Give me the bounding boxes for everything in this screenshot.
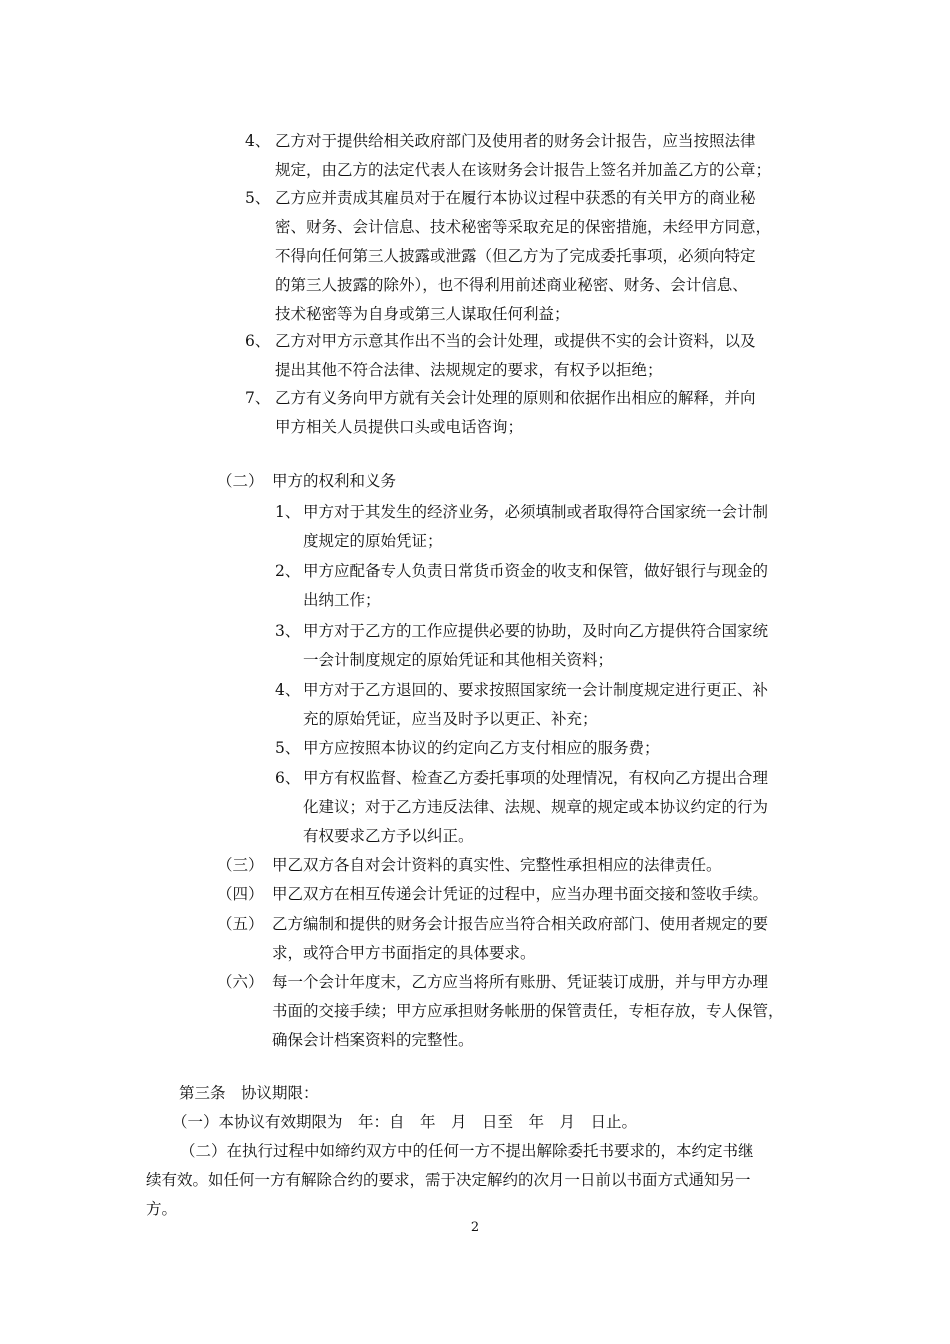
- article-clause: （一）本协议有效期限为 年：自 年 月 日至 年 月 日止。: [172, 1113, 638, 1131]
- list-item-text: 一会计制度规定的原始凭证和其他相关资料；: [303, 651, 614, 669]
- list-item-number: 3、: [275, 622, 301, 640]
- article-clause: （二）在执行过程中如缔约双方中的任何一方不提出解除委托书要求的，本约定书继: [180, 1142, 754, 1160]
- section-text: 确保会计档案资料的完整性。: [272, 1031, 474, 1049]
- list-item-text: 乙方有义务向甲方就有关会计处理的原则和依据作出相应的解释，并向: [275, 389, 756, 407]
- list-item-text: 规定，由乙方的法定代表人在该财务会计报告上签名并加盖乙方的公章；: [275, 161, 772, 179]
- section-number: （五）: [217, 915, 264, 933]
- list-item-text: 乙方对甲方示意其作出不当的会计处理，或提供不实的会计资料，以及: [275, 332, 756, 350]
- section-text: 甲乙双方各自对会计资料的真实性、完整性承担相应的法律责任。: [272, 856, 722, 874]
- list-item-number: 4、: [275, 681, 301, 699]
- list-item-text: 有权要求乙方予以纠正。: [303, 827, 474, 845]
- list-item-text: 化建议；对于乙方违反法律、法规、规章的规定或本协议约定的行为: [303, 798, 769, 816]
- section-text: 甲乙双方在相互传递会计凭证的过程中，应当办理书面交接和签收手续。: [272, 885, 769, 903]
- section-title: 甲方的权利和义务: [272, 472, 397, 490]
- list-item-text: 乙方应并责成其雇员对于在履行本协议过程中获悉的有关甲方的商业秘: [275, 189, 756, 207]
- list-item-text: 度规定的原始凭证；: [303, 532, 443, 550]
- section-number: （六）: [217, 973, 264, 991]
- list-item-text: 技术秘密等为自身或第三人谋取任何利益；: [275, 305, 570, 323]
- article-title: 第三条 协议期限：: [179, 1084, 319, 1102]
- list-item-number: 5、: [275, 739, 301, 757]
- article-clause: 方。: [146, 1200, 178, 1218]
- section-number: （二）: [217, 472, 264, 490]
- list-item-number: 7、: [245, 389, 271, 407]
- section-text: 书面的交接手续；甲方应承担财务帐册的保管责任，专柜存放，专人保管，: [272, 1002, 784, 1020]
- section-text: 乙方编制和提供的财务会计报告应当符合相关政府部门、使用者规定的要: [272, 915, 769, 933]
- list-item-text: 甲方对于乙方的工作应提供必要的协助，及时向乙方提供符合国家统: [303, 622, 769, 640]
- list-item-text: 密、财务、会计信息、技术秘密等采取充足的保密措施，未经甲方同意，: [275, 218, 772, 236]
- list-item-text: 甲方应按照本协议的约定向乙方支付相应的服务费；: [303, 739, 660, 757]
- list-item-text: 充的原始凭证，应当及时予以更正、补充；: [303, 710, 598, 728]
- list-item-text: 甲方有权监督、检查乙方委托事项的处理情况，有权向乙方提出合理: [303, 769, 769, 787]
- list-item-number: 1、: [275, 503, 301, 521]
- page-number: 2: [470, 1220, 480, 1235]
- list-item-number: 5、: [245, 189, 271, 207]
- article-clause: 续有效。如任何一方有解除合约的要求，需于决定解约的次月一日前以书面方式通知另一: [146, 1171, 751, 1189]
- list-item-text: 甲方相关人员提供口头或电话咨询；: [275, 418, 524, 436]
- list-item-text: 乙方对于提供给相关政府部门及使用者的财务会计报告，应当按照法律: [275, 132, 756, 150]
- section-text: 求，或符合甲方书面指定的具体要求。: [272, 944, 536, 962]
- list-item-text: 甲方对于乙方退回的、要求按照国家统一会计制度规定进行更正、补: [303, 681, 769, 699]
- section-number: （三）: [217, 856, 264, 874]
- list-item-text: 出纳工作；: [303, 591, 381, 609]
- list-item-text: 甲方对于其发生的经济业务，必须填制或者取得符合国家统一会计制: [303, 503, 769, 521]
- list-item-number: 2、: [275, 562, 301, 580]
- section-number: （四）: [217, 885, 264, 903]
- list-item-text: 提出其他不符合法律、法规规定的要求，有权予以拒绝；: [275, 361, 663, 379]
- list-item-number: 4、: [245, 132, 271, 150]
- section-text: 每一个会计年度末，乙方应当将所有账册、凭证装订成册，并与甲方办理: [272, 973, 769, 991]
- list-item-text: 的第三人披露的除外），也不得利用前述商业秘密、财务、会计信息、: [275, 276, 748, 294]
- list-item-text: 不得向任何第三人披露或泄露（但乙方为了完成委托事项，必须向特定: [275, 247, 756, 265]
- list-item-number: 6、: [245, 332, 271, 350]
- list-item-text: 甲方应配备专人负责日常货币资金的收支和保管，做好银行与现金的: [303, 562, 769, 580]
- list-item-number: 6、: [275, 769, 301, 787]
